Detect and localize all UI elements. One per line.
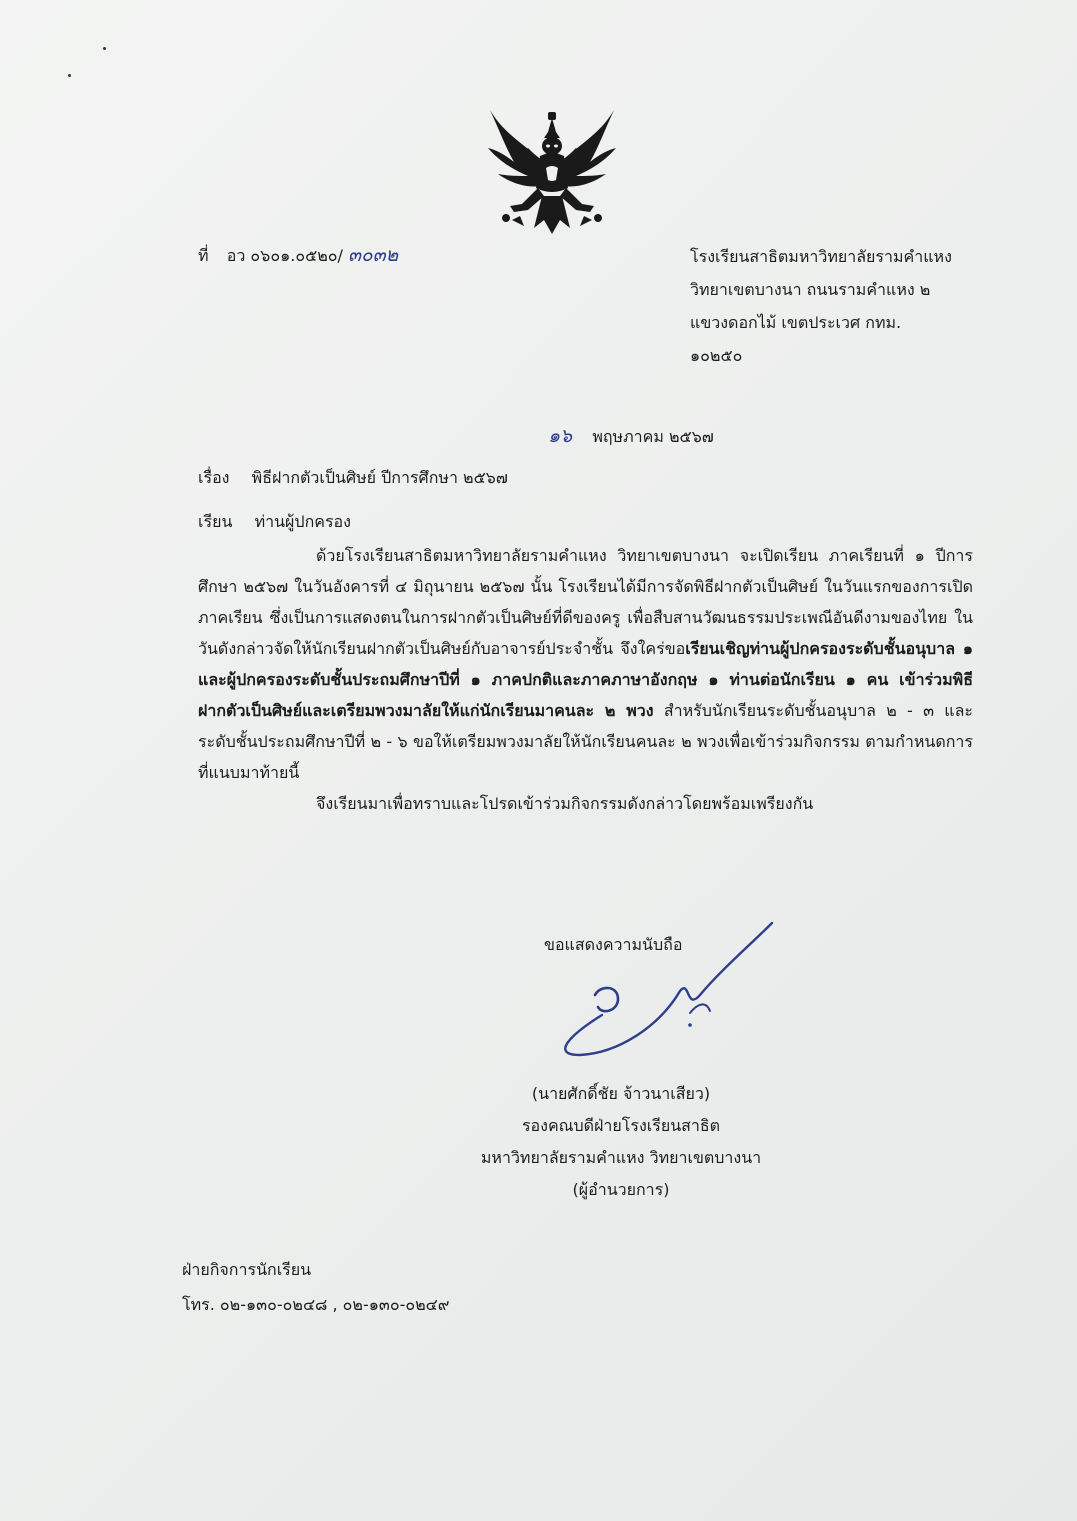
address-line: แขวงดอกไม้ เขตประเวศ กทม. xyxy=(690,313,902,332)
reference-prefix: ที่ xyxy=(198,246,209,265)
closing-salutation: ขอแสดงความนับถือ xyxy=(544,935,683,954)
speck-mark xyxy=(68,74,71,77)
signer-position: มหาวิทยาลัยรามคำแหง วิทยาเขตบางนา xyxy=(480,1148,762,1167)
date-day-handwritten: ๑๖ xyxy=(548,425,573,447)
body-text-bold: เรียนเชิญท่านผู้ปกครองระดับชั้นอนุบาล ๑ และผู้ปกครองระดับชั้นประถมศึกษาปีที่ ๑ ภาคปกติและภาคภาษาอังกฤษ ๑ ท่านต่อนักเรียน ๑ คน เข้าร่วมพิธีฝากตัวเป็นศิษย์และเตรียมพวงมาลัยให้แก่นักเรียนมาคนละ ๒ พวง xyxy=(198,639,973,720)
address-line: โรงเรียนสาธิตมหาวิทยาลัยรามคำแหง xyxy=(690,247,952,266)
recipient-text: ท่านผู้ปกครอง xyxy=(254,512,351,531)
recipient-line xyxy=(198,511,351,533)
signer-name: (นายศักดิ์ชัย จ้าวนาเสียว) xyxy=(531,1084,711,1103)
subject-label: เรื่อง xyxy=(198,468,230,487)
signer-position: (ผู้อำนวยการ) xyxy=(572,1180,670,1199)
date-month-year: พฤษภาคม ๒๕๖๗ xyxy=(592,427,714,446)
subject-line xyxy=(198,467,508,489)
address-postcode: ๑๐๒๕๐ xyxy=(690,346,743,365)
letter-body xyxy=(198,540,973,819)
footer-phone: โทร. ๐๒-๑๓๐-๐๒๔๘ , ๐๒-๑๓๐-๐๒๔๙ xyxy=(182,1295,450,1314)
body-text-regular: สำหรับนักเรียนระดับชั้นอนุบาล ๒ - ๓ และระดับชั้นประถมศึกษาปีที่ ๒ - ๖ ขอให้เตรียมพวงมาลัยให้นักเรียนคนละ ๒ พวงเพื่อเข้าร่วมกิจกรรม ตามกำหนดการที่แนบมาท้ายนี้ xyxy=(198,701,974,782)
footer-department: ฝ่ายกิจการนักเรียน xyxy=(182,1260,312,1279)
letter-date xyxy=(548,425,714,448)
reference-line xyxy=(198,244,398,267)
subject-text: พิธีฝากตัวเป็นศิษย์ ปีการศึกษา ๒๕๖๗ xyxy=(251,468,508,487)
address-line: วิทยาเขตบางนา ถนนรามคำแหง ๒ xyxy=(690,280,931,299)
sender-address xyxy=(690,240,952,372)
body-text-regular: ด้วยโรงเรียนสาธิตมหาวิทยาลัยรามคำแหง วิทยาเขตบางนา จะเปิดเรียน ภาคเรียนที่ ๑ ปีการศึกษา ๒๕๖๗ ในวันอังคารที่ ๔ มิถุนายน ๒๕๖๗ นั้น โรงเรียนได้มีการจัดพิธีฝากตัวเป็นศิษย์ ในวันแรกของการเปิดภาคเรียน ซึ่งเป็นการแสดงตนในการฝากตัวเป็นศิษย์ที่ดีของครู เพื่อสืบสานวัฒนธรรมประเพณีอันดีงามของไทย ในวันดังกล่าวจัดให้นักเรียนฝากตัวเป็นศิษย์กับอาจารย์ประจำชั้น จึงใคร่ขอ xyxy=(198,546,973,658)
reference-handwritten-number: ๓๐๓๒ xyxy=(348,244,399,266)
recipient-label: เรียน xyxy=(198,512,233,531)
body-paragraph xyxy=(198,540,973,788)
speck-mark xyxy=(103,47,106,50)
handwritten-signature xyxy=(540,915,790,1065)
closing-paragraph: จึงเรียนมาเพื่อทราบและโปรดเข้าร่วมกิจกรรมดังกล่าวโดยพร้อมเพรียงกัน xyxy=(316,794,814,813)
reference-number: อว ๐๖๐๑.๐๕๒๐/ xyxy=(226,246,343,265)
signer-block xyxy=(456,1078,786,1206)
signer-position: รองคณบดีฝ่ายโรงเรียนสาธิต xyxy=(521,1116,721,1135)
garuda-emblem-icon xyxy=(484,104,620,236)
